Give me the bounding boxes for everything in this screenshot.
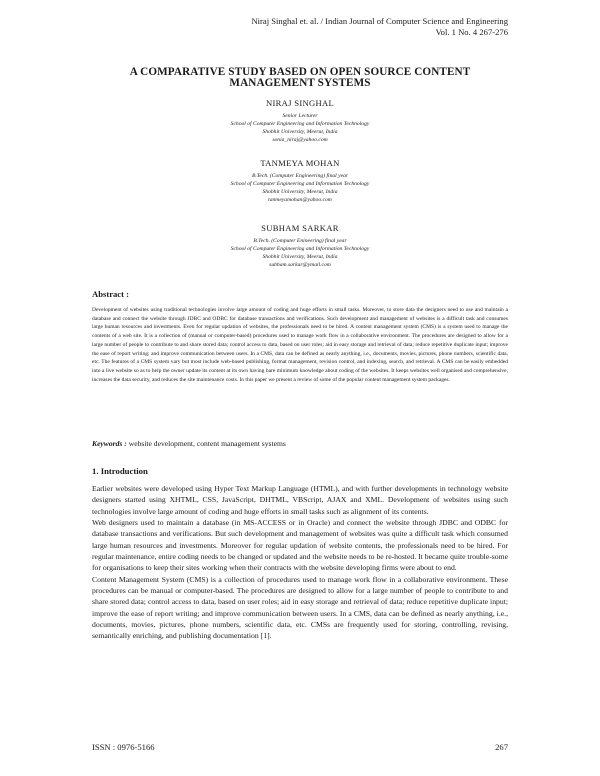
footer-issn: ISSN : 0976-5166 [92,742,155,752]
author-email: sonia_niraj@yahoo.com [272,137,328,144]
author-position: B.Tech. (Computer Engineering) final year [251,173,349,179]
author-university: Shobhit University, Meerut, India [262,189,338,196]
running-header [251,16,508,38]
author-name: TANMEYA MOHAN [260,158,340,168]
author-name: SUBHAM SARKAR [261,223,339,233]
author-block-3 [90,223,510,269]
abstract-text: Development of websites using traditional technologies involve large amount of coding and huge efforts in small tasks. Moreover, to store data the designers need to use and maintain a database and connect the website through JDBC and ODBC for database transactions and verifications. Such development and management of websites is a difficult task and consumes large human resources and investments. Even for regular updation of websites, the professionals need to be hired. A content management system (CMS) is a system used to manage the contents of a web site. It is a collection of (manual or computer-based) procedures used to manage work flow in a collaborative environment. The procedures are designed to allow for a large number of people to contribute to and share stored data; control access to data, based on user roles; aid in easy storage and retrieval of data; reduce repetitive duplicate input; improve the ease of report writing; and improve communication between users. In a CMS, data can be defined as nearly anything, i.e., documents, movies, pictures, phone numbers, scientific data, etc. The features of a CMS system vary but most include web-based publishing, format management, revision control, and indexing, search, and retrieval. A CMS can be easily embedded into a live website so as to help the owner update its content at its own having bare minimum knowledge about coding of the websites. It keeps websites well organised and comprehensive, increases the data security, and reduces the site maintenance costs. In this paper we present a review of some of the popular content management system packages. [92,307,508,383]
author-email: subham.sarkar@ymail.com [269,262,331,269]
author-school: School of Computer Engineering and Information Technology [230,121,370,128]
title-line-2: MANAGEMENT SYSTEMS [229,77,371,89]
author-name: NIRAJ SINGHAL [265,98,335,108]
introduction-body [92,483,508,642]
author-block-2 [90,158,510,204]
title-line-1: A COMPARATIVE STUDY BASED ON OPEN SOURCE CONTENT [129,66,471,78]
paragraph: Earlier websites were developed using Hyper Text Markup Language (HTML), and with further developments in technology website designers started using XHTML, CSS, JavaScript, DHTML, VBScript, AJAX and XML. Development of websites using such technologies involve large amount of coding and huge efforts in small tasks such as alignment of its contents. [92,484,508,516]
author-school: School of Computer Engineering and Information Technology [230,246,370,253]
section-heading-introduction: 1. Introduction [92,466,148,476]
volume-info: Vol. 1 No. 4 267-276 [435,27,508,37]
journal-citation: Niraj Singhal et. al. / Indian Journal of Computer Science and Engineering [251,16,508,26]
author-university: Shobhit University, Meerut, India [262,129,338,136]
paragraph: Content Management System (CMS) is a collection of procedures used to manage work flow in a collaborative environment. These procedures can be manual or computer-based. The procedures are designed to allow for a large number of people to contribute to and share stored data; control access to data, based on user roles; aid in easy storage and retrieval of data; reduce repetitive duplicate input; improve the ease of report writing; and improve communication between users. In a CMS, data can be defined as nearly anything, i.e., documents, movies, pictures, phone numbers, scientific data, etc. CMSs are frequently used for storing, controlling, revising, semantically enriching, and publishing documentation [1]. [92,574,508,641]
footer-page-number: 267 [495,742,508,752]
keywords-text: website development, content management systems [126,439,286,448]
keywords-line [92,439,286,448]
author-position: Senior Lecturer [282,113,318,119]
keywords-label: Keywords : [92,439,127,448]
author-block-1 [90,98,510,144]
paper-title [90,67,510,89]
abstract-heading: Abstract : [92,289,129,299]
author-email: tanmeyamohan@yahoo.com [268,197,332,204]
paragraph: Web designers used to maintain a database (in MS-ACCESS or in Oracle) and connect the website through JDBC and ODBC for database transactions and verifications. But such development and management of websites was quite a difficult task which consumed large human resources and investments. Moreover for regular updation of website contents, the professionals need to be hired. For regular maintenance, entire coding needs to be changed or updated and the website needs to be re-hosted. It became quite trouble-some for organisations to keep their sites working when their contracts with the website developing firms were about to end. [92,518,508,573]
author-position: B.Tech. (Computer Enineering) final year [253,238,347,244]
author-school: School of Computer Engineering and Information Technology [230,181,370,188]
author-university: Shobhit University, Meerut, India [262,254,338,261]
